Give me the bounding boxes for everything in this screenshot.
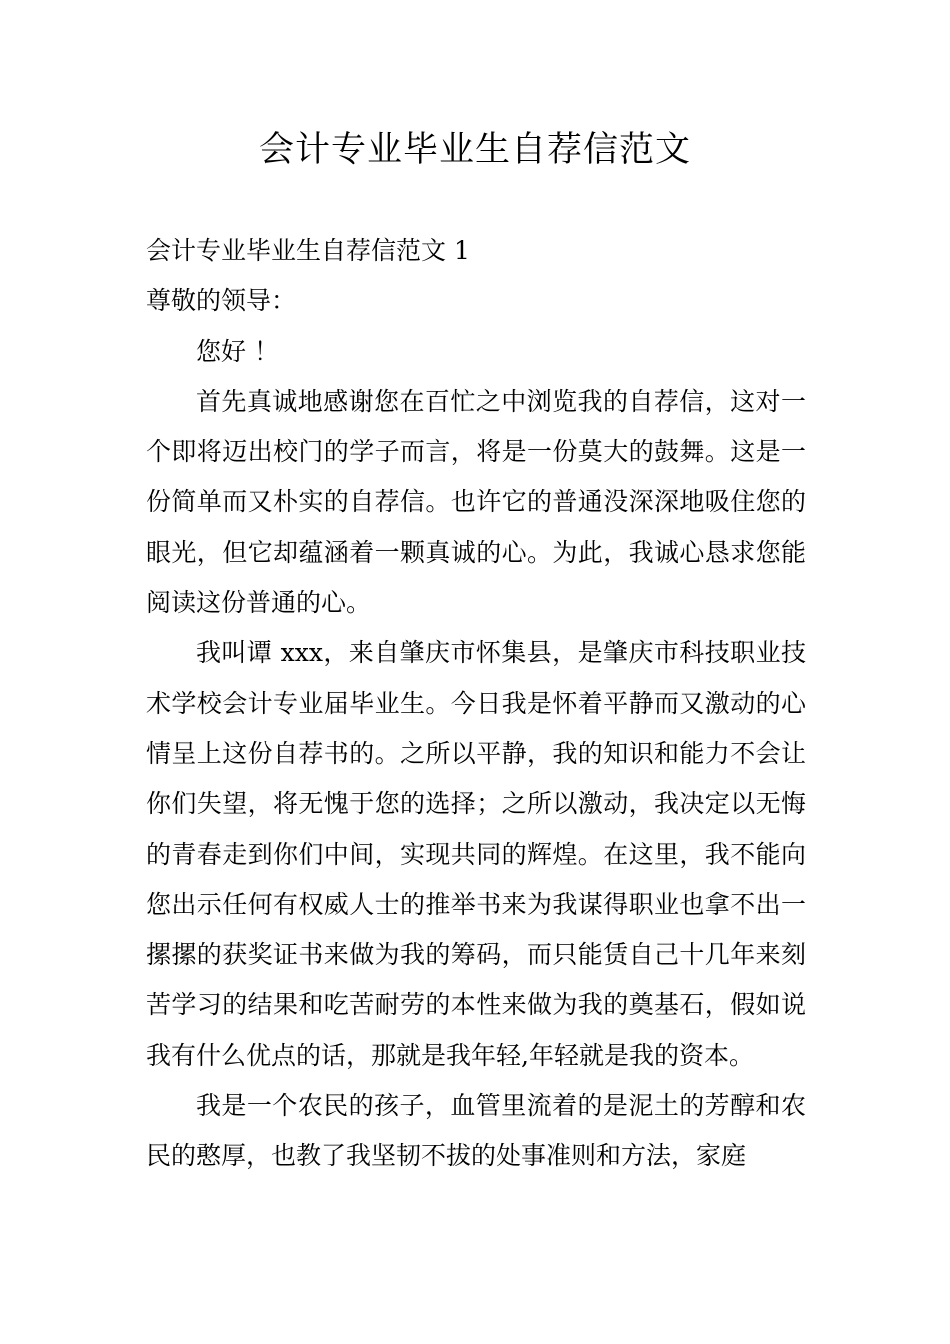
- salutation: 尊敬的领导：: [146, 286, 297, 316]
- paragraph-3: 我是一个农民的孩子，血管里流着的是泥土的芳醇和农民的憨厚，也教了我坚韧不拔的处事准则和方法，家庭: [146, 1091, 806, 1171]
- document-subtitle: 会计专业毕业生自荐信范文 1: [146, 236, 470, 265]
- paragraph-2: 我叫谭 xxx，来自肇庆市怀集县，是肇庆市科技职业技术学校会计专业届毕业生。今日我是怀着平静而又激动的心情呈上这份自荐书的。之所以平静，我的知识和能力不会让你们失望，将无愧于您的选择；之所以激动，我决定以无悔的青春走到你们中间，实现共同的辉煌。在这里，我不能向您出示任何有权威人士的推举书来为我谋得职业也拿不出一摞摞的获奖证书来做为我的筹码，而只能赁自己十几年来刻苦学习的结果和吃苦耐劳的本性来做为我的奠基石，假如说我有什么优点的话，那就是我年轻,年轻就是我的资本。: [146, 638, 806, 1070]
- greeting: 您好 ！: [196, 336, 279, 366]
- paragraph-1: 首先真诚地感谢您在百忙之中浏览我的自荐信，这对一个即将迈出校门的学子而言，将是一份莫大的鼓舞。这是一份简单而又朴实的自荐信。也许它的普通没深深地吸住您的眼光，但它却蕴涵着一颗真诚的心。为此，我诚心恳求您能阅读这份普通的心。: [146, 386, 806, 618]
- document-title: 会计专业毕业生自荐信范文: [258, 130, 691, 170]
- document-body: [146, 226, 806, 1182]
